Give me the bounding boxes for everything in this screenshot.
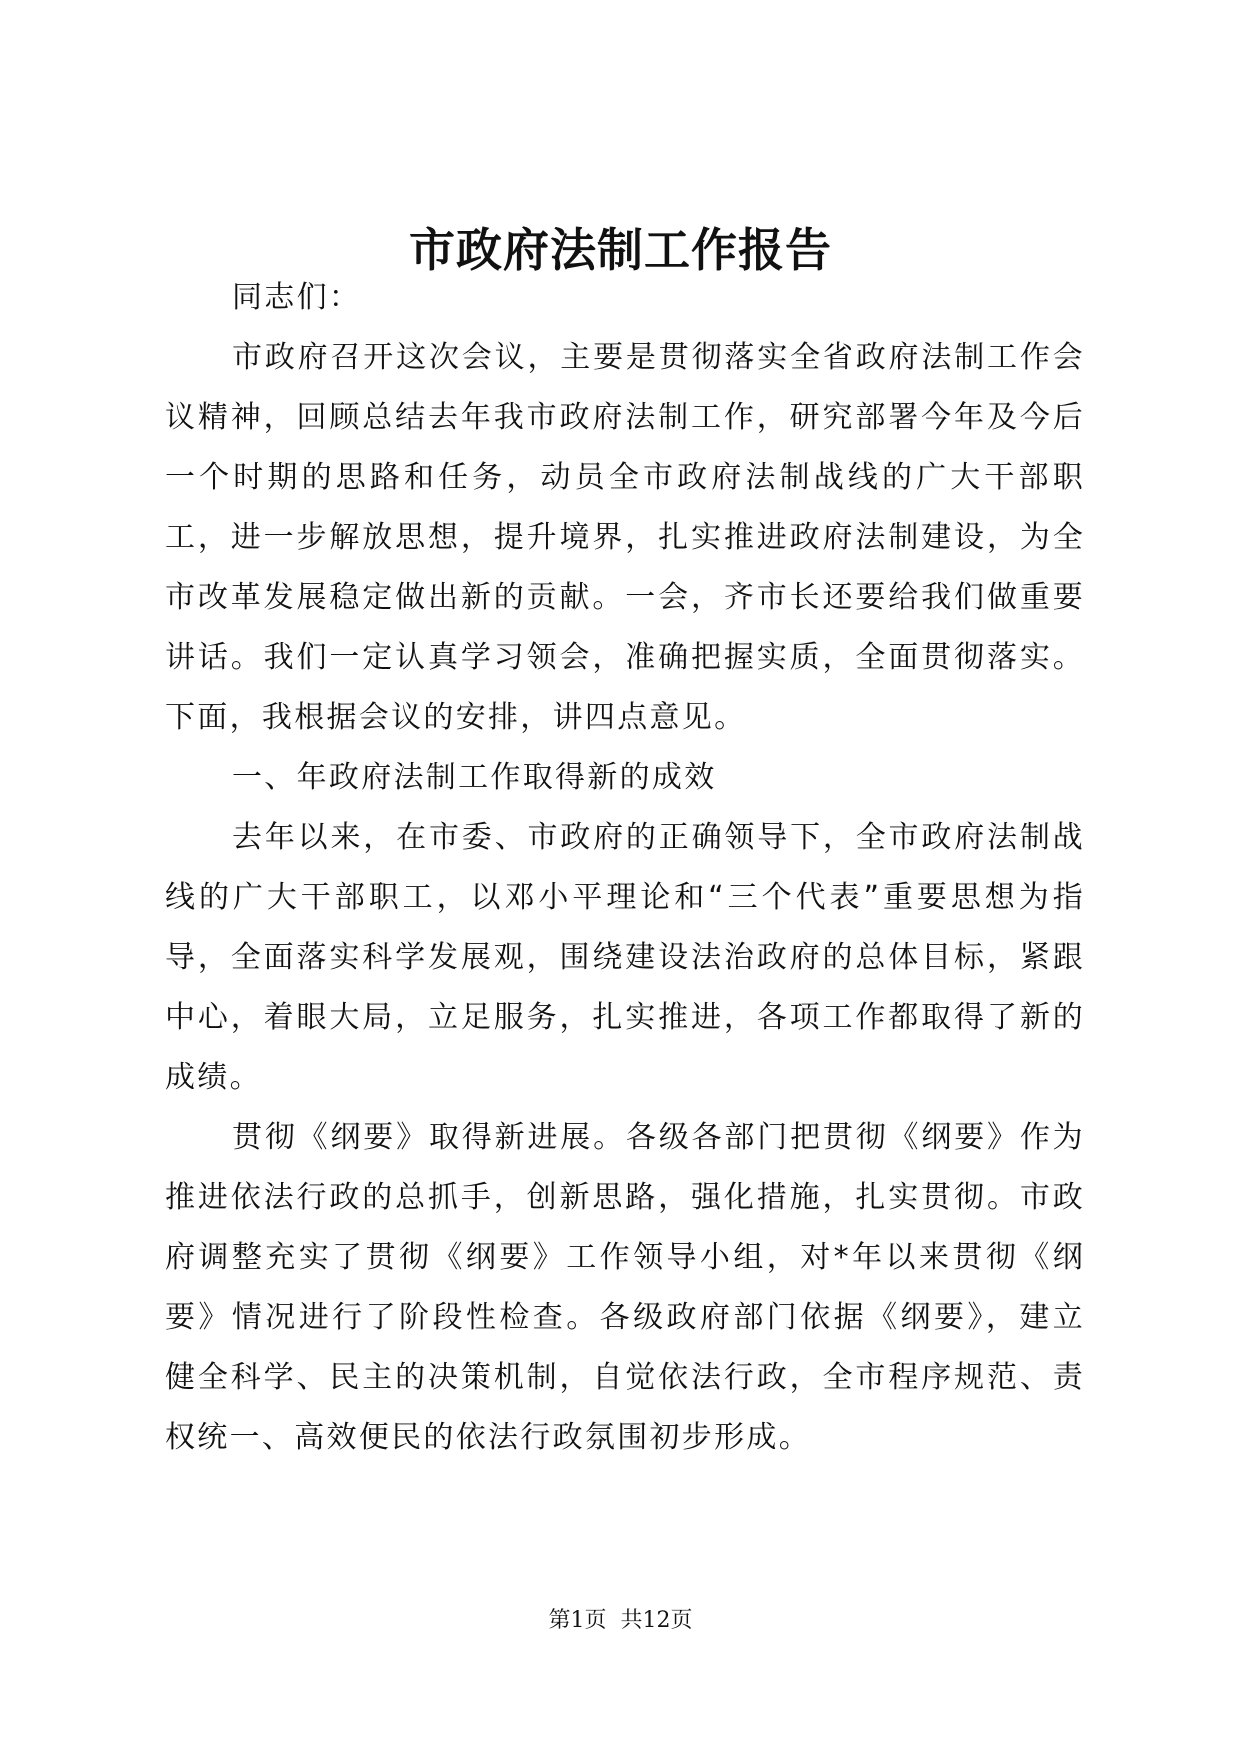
page-prefix: 第: [548, 1608, 571, 1633]
paragraph-achievements: 去年以来，在市委、市政府的正确领导下，全市政府法制战线的广大干部职工，以邓小平理论和“三个代表”重要思想为指导，全面落实科学发展观，围绕建设法治政府的总体目标，紧跟中心，着眼大局，立足服务，扎实推进，各项工作都取得了新的成绩。: [165, 820, 1085, 1095]
section-heading-1: 一、年政府法制工作取得新的成效: [232, 760, 717, 795]
salutation: 同志们：: [232, 280, 362, 315]
page-middle: 页 共: [584, 1608, 643, 1633]
page-footer: [0, 1606, 1241, 1636]
page-suffix: 页: [670, 1608, 693, 1633]
paragraph-intro: 市政府召开这次会议，主要是贯彻落实全省政府法制工作会议精神，回顾总结去年我市政府法制工作，研究部署今年及今后一个时期的思路和任务，动员全市政府法制战线的广大干部职工，进一步解放思想，提升境界，扎实推进政府法制建设，为全市改革发展稳定做出新的贡献。一会，齐市长还要给我们做重要讲话。我们一定认真学习领会，准确把握实质，全面贯彻落实。下面，我根据会议的安排，讲四点意见。: [165, 340, 1085, 735]
page-total: 12: [642, 1608, 671, 1633]
document-body: [165, 268, 1085, 1468]
paragraph-outline: 贯彻《纲要》取得新进展。各级各部门把贯彻《纲要》作为推进依法行政的总抓手，创新思路，强化措施，扎实贯彻。市政府调整充实了贯彻《纲要》工作领导小组，对*年以来贯彻《纲要》情况进行了阶段性检查。各级政府部门依据《纲要》，建立健全科学、民主的决策机制，自觉依法行政，全市程序规范、责权统一、高效便民的依法行政氛围初步形成。: [165, 1120, 1085, 1455]
document-title: 市政府法制工作报告: [409, 223, 832, 277]
page-number: 1: [570, 1608, 585, 1633]
